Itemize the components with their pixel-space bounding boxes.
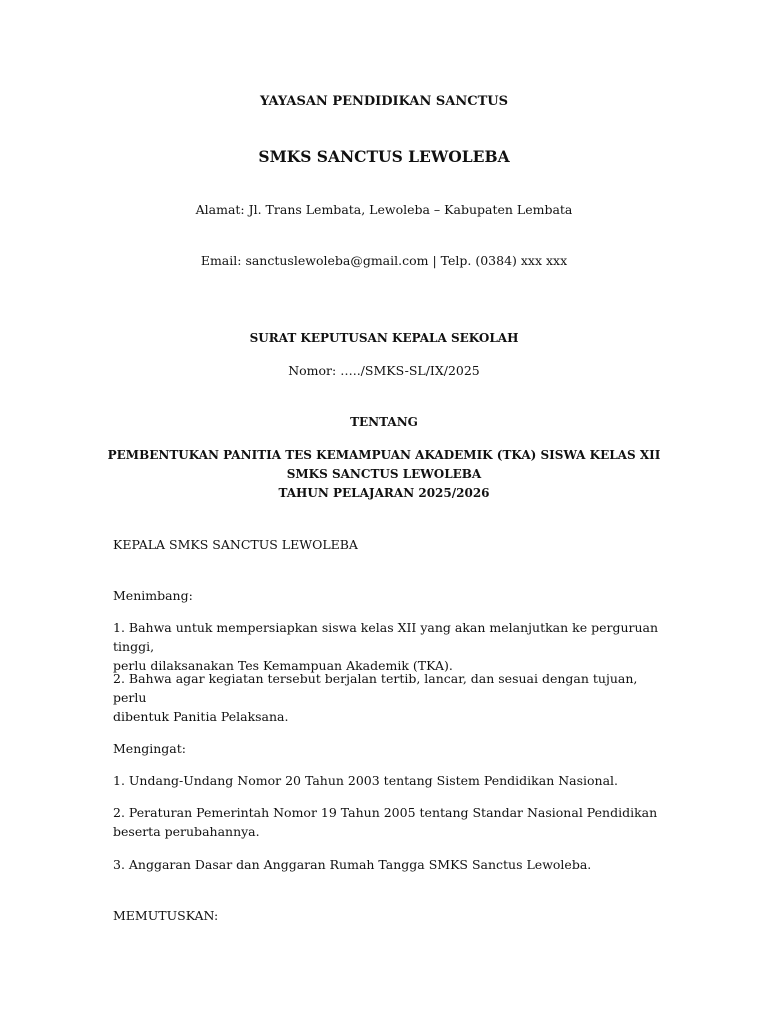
recalling-item <box>113 803 673 841</box>
item-line: 2. Peraturan Pemerintah Nomor 19 Tahun 2005 tentang Standar Nasional Pendidikan <box>113 805 658 820</box>
item-line: beserta perubahannya. <box>113 824 260 839</box>
recalling-item <box>113 771 673 790</box>
decree-subject <box>0 446 768 503</box>
considering-item <box>113 618 673 675</box>
decree-subject-line: SMKS SANCTUS LEWOLEBA <box>286 467 482 481</box>
school-address: Alamat: Jl. Trans Lembata, Lewoleba – Kabupaten Lembata <box>195 202 573 217</box>
item-line: 1. Undang-Undang Nomor 20 Tahun 2003 tentang Sistem Pendidikan Nasional. <box>113 773 619 788</box>
considering-item <box>113 669 673 726</box>
decree-authority: KEPALA SMKS SANCTUS LEWOLEBA <box>113 537 358 552</box>
school-contact: Email: sanctuslewoleba@gmail.com | Telp. (0384) xxx xxx <box>200 253 568 268</box>
foundation-name: YAYASAN PENDIDIKAN SANCTUS <box>260 94 508 109</box>
recalling-label: Mengingat: <box>113 741 186 756</box>
school-name: SMKS SANCTUS LEWOLEBA <box>258 147 510 166</box>
decree-subject-line: PEMBENTUKAN PANITIA TES KEMAMPUAN AKADEMIK (TKA) SISWA KELAS XII <box>107 448 661 462</box>
decree-title: SURAT KEPUTUSAN KEPALA SEKOLAH <box>249 331 519 345</box>
considering-label: Menimbang: <box>113 588 193 603</box>
item-line: dibentuk Panitia Pelaksana. <box>113 709 289 724</box>
item-line: perlu dilaksanakan Tes Kemampuan Akademik (TKA). <box>113 658 453 673</box>
item-line: 2. Bahwa agar kegiatan tersebut berjalan tertib, lancar, dan sesuai dengan tujuan, perlu <box>113 671 638 705</box>
decides-label: MEMUTUSKAN: <box>113 908 219 923</box>
decree-about: TENTANG <box>350 415 418 429</box>
decree-subject-line: TAHUN PELAJARAN 2025/2026 <box>278 486 490 500</box>
item-line: 3. Anggaran Dasar dan Anggaran Rumah Tangga SMKS Sanctus Lewoleba. <box>113 857 592 872</box>
recalling-item <box>113 855 673 874</box>
item-line: 1. Bahwa untuk mempersiapkan siswa kelas XII yang akan melanjutkan ke perguruan tinggi, <box>113 620 659 654</box>
decree-number: Nomor: …../SMKS-SL/IX/2025 <box>288 363 480 378</box>
